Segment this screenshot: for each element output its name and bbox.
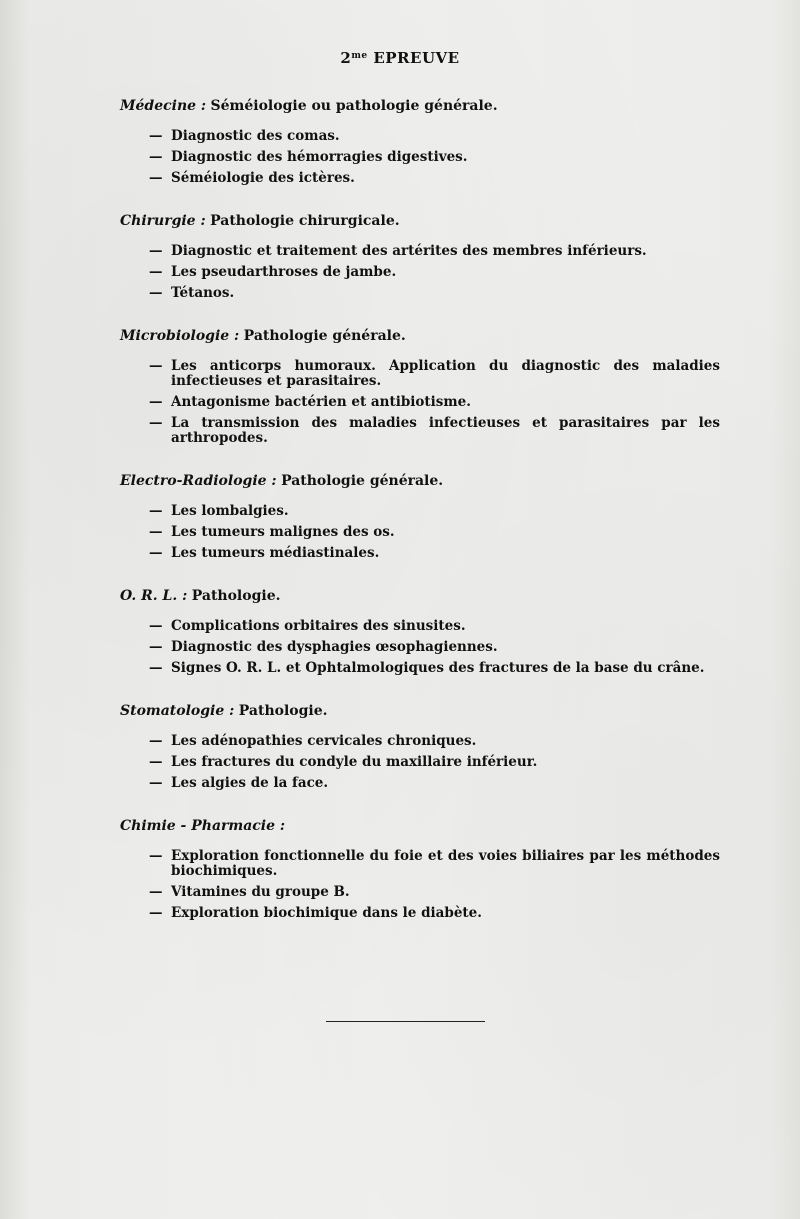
dash-bullet: — bbox=[149, 503, 163, 519]
dash-bullet: — bbox=[149, 128, 163, 144]
dash-bullet: — bbox=[149, 149, 163, 165]
section-discipline: Chirurgie : bbox=[120, 213, 206, 229]
dash-bullet: — bbox=[149, 660, 163, 676]
section-discipline: O. R. L. : bbox=[120, 588, 188, 604]
question-list bbox=[120, 734, 720, 791]
question-text: Les pseudarthroses de jambe. bbox=[171, 264, 397, 280]
question-list bbox=[120, 359, 720, 446]
section-heading bbox=[120, 817, 720, 835]
dash-bullet: — bbox=[149, 264, 163, 280]
dash-bullet: — bbox=[149, 243, 163, 259]
question-text: Séméiologie des ictères. bbox=[171, 170, 355, 186]
question-text: Diagnostic et traitement des artérites des membres inférieurs. bbox=[171, 243, 647, 259]
question-text: Les fractures du condyle du maxillaire inférieur. bbox=[171, 754, 538, 770]
question-item bbox=[149, 504, 720, 519]
question-item bbox=[149, 416, 720, 446]
question-text: Vitamines du groupe B. bbox=[171, 884, 350, 900]
question-item bbox=[149, 776, 720, 791]
question-item bbox=[149, 906, 720, 921]
section-heading bbox=[120, 702, 720, 720]
page-heading bbox=[0, 49, 800, 67]
question-text: Les adénopathies cervicales chroniques. bbox=[171, 733, 477, 749]
dash-bullet: — bbox=[149, 905, 163, 921]
section-heading bbox=[120, 212, 720, 230]
exam-section bbox=[120, 97, 720, 186]
question-text: Les algies de la face. bbox=[171, 775, 329, 791]
question-text: Diagnostic des hémorragies digestives. bbox=[171, 149, 468, 165]
section-topic: Pathologie générale. bbox=[281, 473, 444, 489]
section-discipline: Chimie - Pharmacie : bbox=[120, 818, 286, 834]
section-heading bbox=[120, 327, 720, 345]
question-list bbox=[120, 244, 720, 301]
question-text: Les anticorps humoraux. Application du diagnostic des maladies infectieuses et parasitaires. bbox=[171, 358, 720, 389]
question-text: Tétanos. bbox=[171, 285, 235, 301]
question-item bbox=[149, 849, 720, 879]
dash-bullet: — bbox=[149, 733, 163, 749]
heading-title: EPREUVE bbox=[373, 49, 460, 67]
dash-bullet: — bbox=[149, 285, 163, 301]
dash-bullet: — bbox=[149, 394, 163, 410]
question-list bbox=[120, 849, 720, 921]
section-discipline: Microbiologie : bbox=[120, 328, 240, 344]
dash-bullet: — bbox=[149, 415, 163, 431]
question-item bbox=[149, 546, 720, 561]
question-text: Exploration biochimique dans le diabète. bbox=[171, 905, 482, 921]
section-discipline: Médecine : bbox=[120, 98, 207, 114]
question-item bbox=[149, 244, 720, 259]
question-text: Les lombalgies. bbox=[171, 503, 289, 519]
question-text: Diagnostic des comas. bbox=[171, 128, 340, 144]
exam-sections bbox=[120, 97, 720, 947]
question-item bbox=[149, 734, 720, 749]
question-item bbox=[149, 661, 720, 676]
question-text: Diagnostic des dysphagies œsophagiennes. bbox=[171, 639, 498, 655]
section-heading bbox=[120, 472, 720, 490]
question-item bbox=[149, 171, 720, 186]
question-item bbox=[149, 129, 720, 144]
question-item bbox=[149, 395, 720, 410]
dash-bullet: — bbox=[149, 170, 163, 186]
question-item bbox=[149, 286, 720, 301]
question-item bbox=[149, 755, 720, 770]
heading-number: 2 bbox=[340, 49, 352, 67]
question-item bbox=[149, 885, 720, 900]
question-item bbox=[149, 359, 720, 389]
question-list bbox=[120, 504, 720, 561]
dash-bullet: — bbox=[149, 639, 163, 655]
section-discipline: Electro-Radiologie : bbox=[120, 473, 277, 489]
dash-bullet: — bbox=[149, 775, 163, 791]
section-topic: Pathologie. bbox=[238, 703, 328, 719]
question-item bbox=[149, 265, 720, 280]
question-text: Les tumeurs médiastinales. bbox=[171, 545, 380, 561]
question-text: Complications orbitaires des sinusites. bbox=[171, 618, 466, 634]
dash-bullet: — bbox=[149, 358, 163, 374]
dash-bullet: — bbox=[149, 524, 163, 540]
section-topic: Séméiologie ou pathologie générale. bbox=[210, 98, 498, 114]
dash-bullet: — bbox=[149, 754, 163, 770]
dash-bullet: — bbox=[149, 618, 163, 634]
question-item bbox=[149, 640, 720, 655]
section-topic: Pathologie générale. bbox=[243, 328, 406, 344]
exam-section bbox=[120, 327, 720, 446]
exam-section bbox=[120, 817, 720, 921]
question-text: Signes O. R. L. et Ophtalmologiques des fractures de la base du crâne. bbox=[171, 660, 705, 676]
question-text: Exploration fonctionnelle du foie et des voies biliaires par les méthodes biochimiques. bbox=[171, 848, 720, 879]
dash-bullet: — bbox=[149, 848, 163, 864]
question-item bbox=[149, 619, 720, 634]
question-list bbox=[120, 129, 720, 186]
question-text: La transmission des maladies infectieuses et parasitaires par les arthropodes. bbox=[171, 415, 720, 446]
exam-section bbox=[120, 212, 720, 301]
section-heading bbox=[120, 587, 720, 605]
dash-bullet: — bbox=[149, 545, 163, 561]
section-topic: Pathologie chirurgicale. bbox=[210, 213, 400, 229]
question-list bbox=[120, 619, 720, 676]
heading-superscript: me bbox=[351, 51, 368, 61]
dash-bullet: — bbox=[149, 884, 163, 900]
exam-section bbox=[120, 587, 720, 676]
question-item bbox=[149, 150, 720, 165]
question-text: Antagonisme bactérien et antibiotisme. bbox=[171, 394, 471, 410]
exam-section bbox=[120, 472, 720, 561]
question-text: Les tumeurs malignes des os. bbox=[171, 524, 395, 540]
section-topic: Pathologie. bbox=[191, 588, 281, 604]
section-heading bbox=[120, 97, 720, 115]
exam-section bbox=[120, 702, 720, 791]
question-item bbox=[149, 525, 720, 540]
closing-rule bbox=[326, 1021, 485, 1022]
section-discipline: Stomatologie : bbox=[120, 703, 235, 719]
